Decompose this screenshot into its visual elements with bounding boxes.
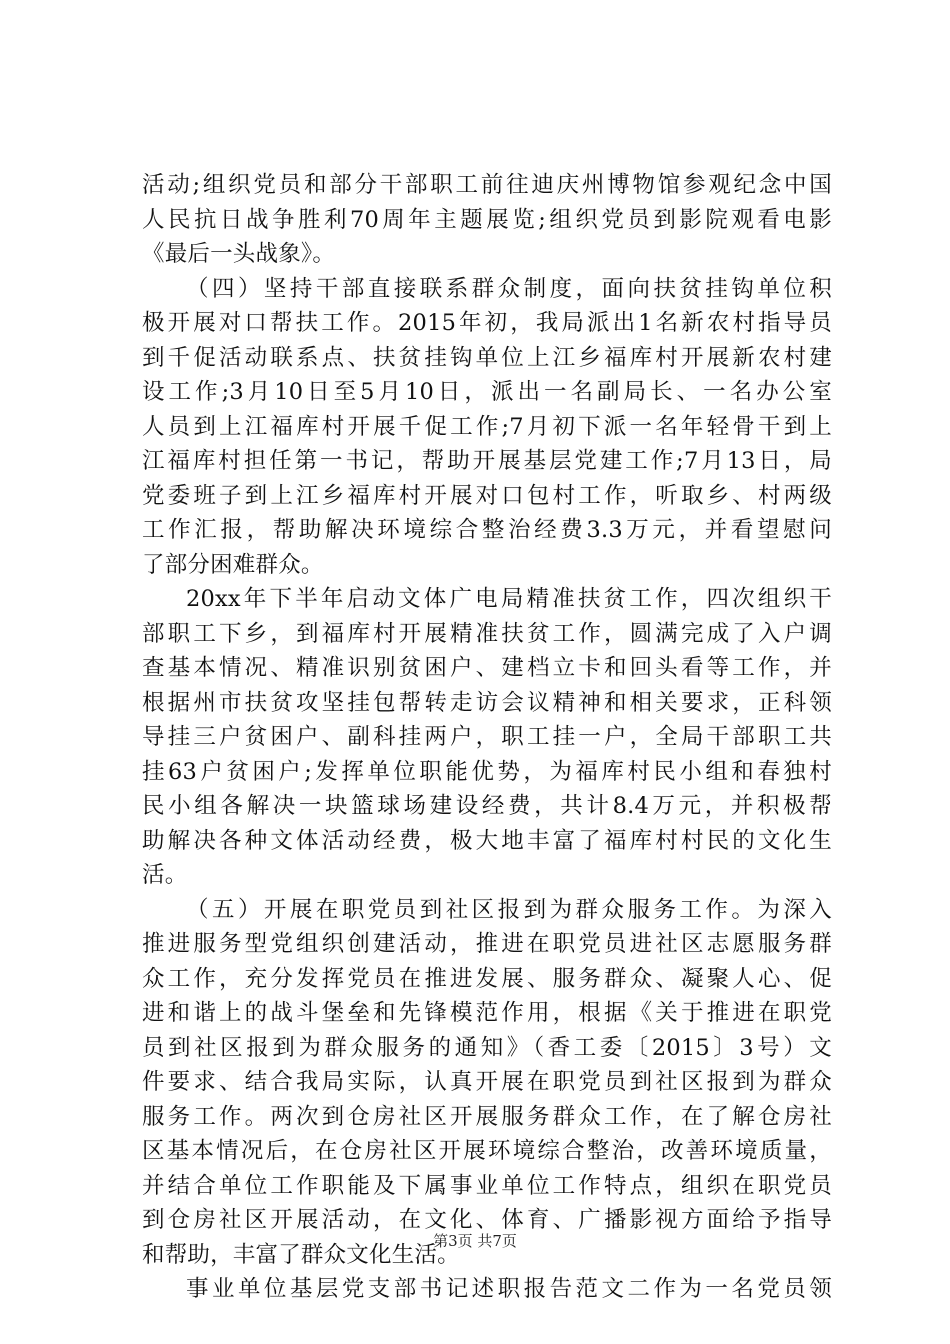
text-line: 推进服务型党组织创建活动，推进在职党员进社区志愿服务群 [142,931,832,957]
text-line: 人民抗日战争胜利70周年主题展览;组织党员到影院观看电影 [142,206,832,233]
text-line: 极开展对口帮扶工作。2015年初，我局派出1名新农村指导员 [142,310,832,336]
text-line: 助解决各种文体活动经费，极大地丰富了福库村村民的文化生 [142,827,832,854]
text-line: 工作汇报，帮助解决环境综合整治经费3.3万元，并看望慰问 [142,517,832,543]
text-line: 到千促活动联系点、扶贫挂钩单位上江乡福库村开展新农村建 [142,344,832,371]
text-line: 部职工下乡，到福库村开展精准扶贫工作，圆满完成了入户调 [142,620,832,647]
text-line: 员到社区报到为群众服务的通知》（香工委〔2015〕3号）文 [142,1034,832,1061]
text-line: 进和谐上的战斗堡垒和先锋模范作用，根据《关于推进在职党 [142,1000,832,1026]
document-body [142,168,832,1307]
text-line: 事业单位基层党支部书记述职报告范文二作为一名党员领 [186,1276,832,1302]
text-line: （四）坚持干部直接联系群众制度，面向扶贫挂钩单位积 [186,275,832,302]
text-line: 和帮助，丰富了群众文化生活。 [142,1241,460,1268]
text-line: 挂63户贫困户;发挥单位职能优势，为福库村民小组和春独村 [142,758,832,785]
text-line: 区基本情况后，在仓房社区开展环境综合整治，改善环境质量， [142,1138,832,1164]
text-line: 20xx年下半年启动文体广电局精准扶贫工作，四次组织干 [186,586,832,612]
text-line: 并结合单位工作职能及下属事业单位工作特点，组织在职党员 [142,1172,832,1199]
text-line: 众工作，充分发挥党员在推进发展、服务群众、凝聚人心、促 [142,965,832,992]
text-line: 江福库村担任第一书记，帮助开展基层党建工作;7月13日，局 [142,448,832,474]
page-number-footer: 第3页 共7页 [433,1232,517,1250]
text-line: 党委班子到上江乡福库村开展对口包村工作，听取乡、村两级 [142,482,832,509]
text-line: 活动;组织党员和部分干部职工前往迪庆州博物馆参观纪念中国 [142,172,832,198]
text-line: 活。 [142,862,188,888]
text-line: 服务工作。两次到仓房社区开展服务群众工作，在了解仓房社 [142,1103,832,1130]
text-line: （五）开展在职党员到社区报到为群众服务工作。为深入 [186,896,832,923]
text-line: 《最后一头战象》。 [142,241,336,267]
text-line: 件要求、结合我局实际，认真开展在职党员到社区报到为群众 [142,1069,832,1095]
text-line: 导挂三户贫困户、副科挂两户，职工挂一户，全局干部职工共 [142,724,832,750]
text-line: 查基本情况、精准识别贫困户、建档立卡和回头看等工作，并 [142,655,832,681]
text-line: 了部分困难群众。 [142,551,324,578]
text-line: 人员到上江福库村开展千促工作;7月初下派一名年轻骨干到上 [142,413,832,440]
text-line: 到仓房社区开展活动，在文化、体育、广播影视方面给予指导 [142,1207,832,1233]
text-line: 根据州市扶贫攻坚挂包帮转走访会议精神和相关要求，正科领 [142,689,832,716]
text-line: 设工作;3月10日至5月10日，派出一名副局长、一名办公室 [142,379,832,405]
text-line: 民小组各解决一块篮球场建设经费，共计8.4万元，并积极帮 [142,793,832,819]
